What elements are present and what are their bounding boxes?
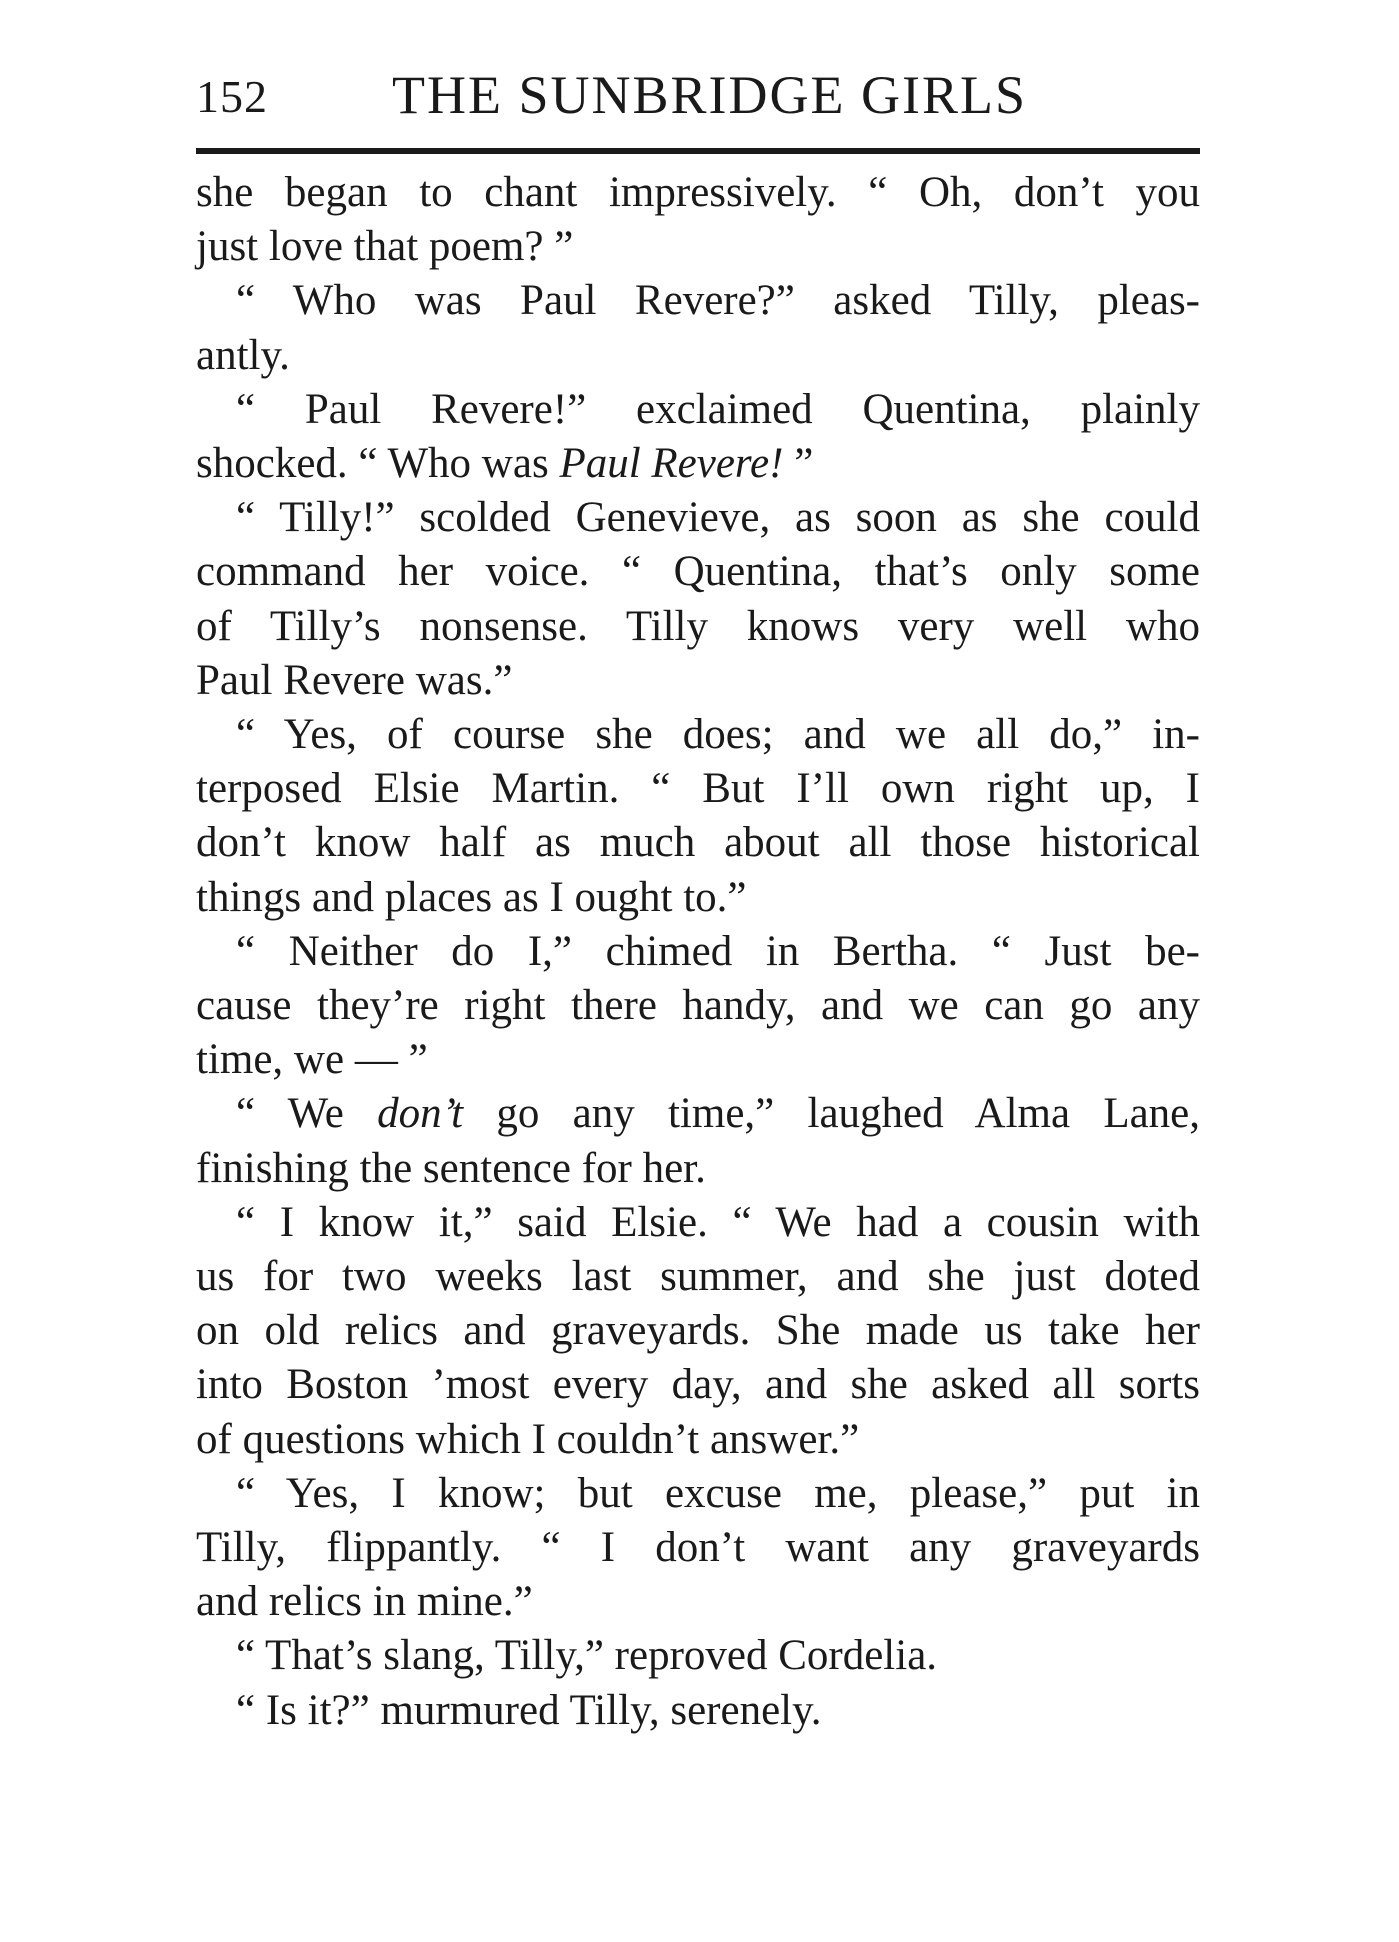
text-line [196,166,1200,220]
line-text: “ Is it?” murmured Tilly, serenely. [236,1686,822,1734]
line-text: of questions which I couldn’t answer.” [196,1415,860,1463]
line-text: of Tilly’s nonsense. Tilly knows very well who [196,602,1200,650]
text-line [196,816,1200,870]
text-line [196,274,1200,328]
text-line: “ We don’t go any time,” laughed Alma Lane, [236,1090,1201,1138]
line-text: into Boston ’most every day, and she asked all sorts [196,1361,1200,1409]
line-text: finishing the sentence for her. [196,1144,706,1192]
text-line [196,979,1200,1033]
text-line [196,1196,1200,1250]
line-text: “ Neither do I,” chimed in Bertha. “ Just be- [236,927,1200,975]
line-text: terposed Elsie Martin. “ But I’ll own right up, I [196,765,1200,813]
line-text: go any time,” laughed Alma Lane, [496,1090,1201,1138]
body-text [196,166,1200,1738]
line-text: “ I know it,” said Elsie. “ We had a cousin with [236,1198,1200,1246]
line-text: time, we — ” [196,1036,428,1084]
line-text: on old relics and graveyards. She made us take her [196,1307,1200,1355]
line-text: “ Yes, I know; but excuse me, please,” put in [236,1469,1200,1517]
text-line [196,708,1200,762]
line-text: shocked. [196,440,348,488]
italic-emphasis: don’t [377,1090,464,1138]
line-text: command her voice. “ Quentina, that’s only some [196,548,1200,596]
line-text: “ Paul Revere!” exclaimed Quentina, plainly [236,385,1200,433]
text-line [196,1413,1200,1467]
line-text: and relics in mine.” [196,1578,533,1626]
text-line [196,871,1200,925]
text-line [196,1033,1200,1087]
line-text: us for two weeks last summer, and she just doted [196,1253,1200,1301]
text-line [196,491,1200,545]
text-line [196,1521,1200,1575]
text-line [196,1575,1200,1629]
text-line [196,1142,1200,1196]
line-text: things and places as I ought to.” [196,873,747,921]
text-line [196,383,1200,437]
line-text: just love that poem? ” [196,223,574,271]
italic-emphasis: Paul Revere! [559,440,784,488]
text-line [196,1304,1200,1358]
text-line [196,545,1200,599]
line-text: Paul Revere was.” [196,656,513,704]
page-number: 152 [196,71,268,122]
text-line [196,654,1200,708]
line-text: don’t know half as much about all those historical [196,819,1200,867]
line-text: she began to chant impressively. “ Oh, don’t you [196,169,1200,216]
line-text: Tilly, flippantly. “ I don’t want any graveyards [196,1524,1200,1572]
line-text: “ Yes, of course she does; and we all do,” in- [236,711,1200,759]
line-text: antly. [196,331,290,379]
text-line [196,329,1200,383]
running-title: THE SUNBRIDGE GIRLS [392,65,1028,125]
text-line [196,220,1200,274]
text-line [196,1358,1200,1412]
text-line [196,925,1200,979]
text-line: shocked. “ Who was Paul Revere! ” [196,440,814,488]
text-line [196,1629,1200,1683]
line-text: cause they’re right there handy, and we can go any [196,982,1200,1030]
text-line [196,600,1200,654]
text-line [196,1467,1200,1521]
text-line [196,762,1200,816]
text-line [196,1250,1200,1304]
line-text: “ Tilly!” scolded Genevieve, as soon as she could [236,494,1200,542]
text-line [196,1684,1200,1738]
line-text: “ That’s slang, Tilly,” reproved Cordelia. [236,1632,938,1680]
page-header [196,64,1200,134]
line-text: “ Who was Paul Revere?” asked Tilly, pleas- [236,277,1200,325]
header-rule [196,148,1200,154]
